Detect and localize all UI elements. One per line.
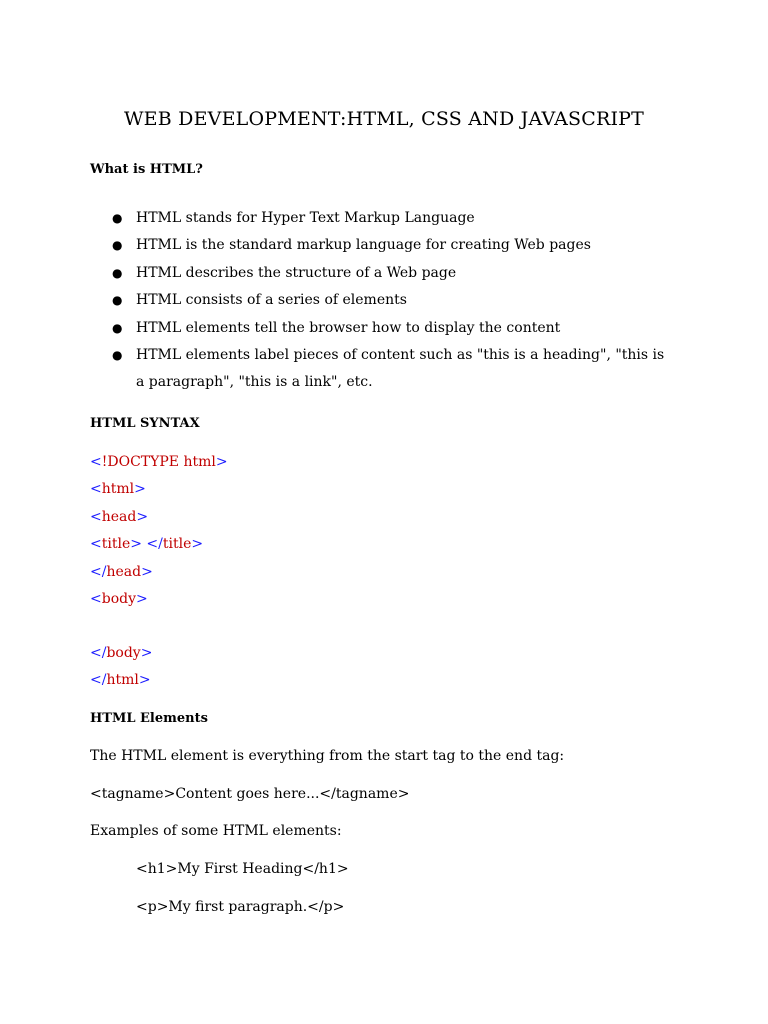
what-is-html-bullet-list [112, 205, 672, 397]
bullet-icon: ● [112, 293, 123, 308]
html-syntax-heading: HTML SYNTAX [90, 416, 200, 431]
list-item: ● HTML elements tell the browser how to display the content [112, 315, 672, 342]
html-elements-heading: HTML Elements [90, 711, 208, 726]
code-line-body-close: </body> [90, 645, 153, 661]
html-elements-intro: The HTML element is everything from the start tag to the end tag: [90, 748, 565, 764]
examples-label: Examples of some HTML elements: [90, 823, 342, 839]
list-item: ● HTML stands for Hyper Text Markup Language [112, 205, 672, 232]
tagname-syntax-example: <tagname>Content goes here...</tagname> [90, 786, 410, 802]
bullet-icon: ● [112, 348, 123, 363]
document-title: WEB DEVELOPMENT:HTML, CSS AND JAVASCRIPT [123, 108, 645, 130]
code-line-html-close: </html> [90, 672, 151, 688]
code-line-html-open: <html> [90, 481, 146, 497]
list-item: ● HTML elements label pieces of content such as "this is a heading", "this is a paragraph", "this is a link", etc. [112, 342, 672, 397]
example-h1: <h1>My First Heading</h1> [136, 861, 349, 877]
bullet-icon: ● [112, 320, 123, 335]
bullet-icon: ● [112, 238, 123, 253]
list-item: ● HTML consists of a series of elements [112, 287, 672, 314]
what-is-html-heading: What is HTML? [90, 162, 203, 177]
bullet-icon: ● [112, 211, 123, 225]
code-line-doctype: <!DOCTYPE html> [90, 454, 228, 470]
code-line-title: <title> </title> [90, 536, 204, 552]
list-item: ● HTML is the standard markup language for creating Web pages [112, 232, 672, 259]
code-line-head-close: </head> [90, 564, 153, 580]
example-p: <p>My first paragraph.</p> [136, 899, 345, 915]
list-item: ● HTML describes the structure of a Web page [112, 260, 672, 287]
code-line-body-open: <body> [90, 591, 148, 607]
bullet-icon: ● [112, 265, 123, 280]
code-line-head-open: <head> [90, 509, 149, 525]
